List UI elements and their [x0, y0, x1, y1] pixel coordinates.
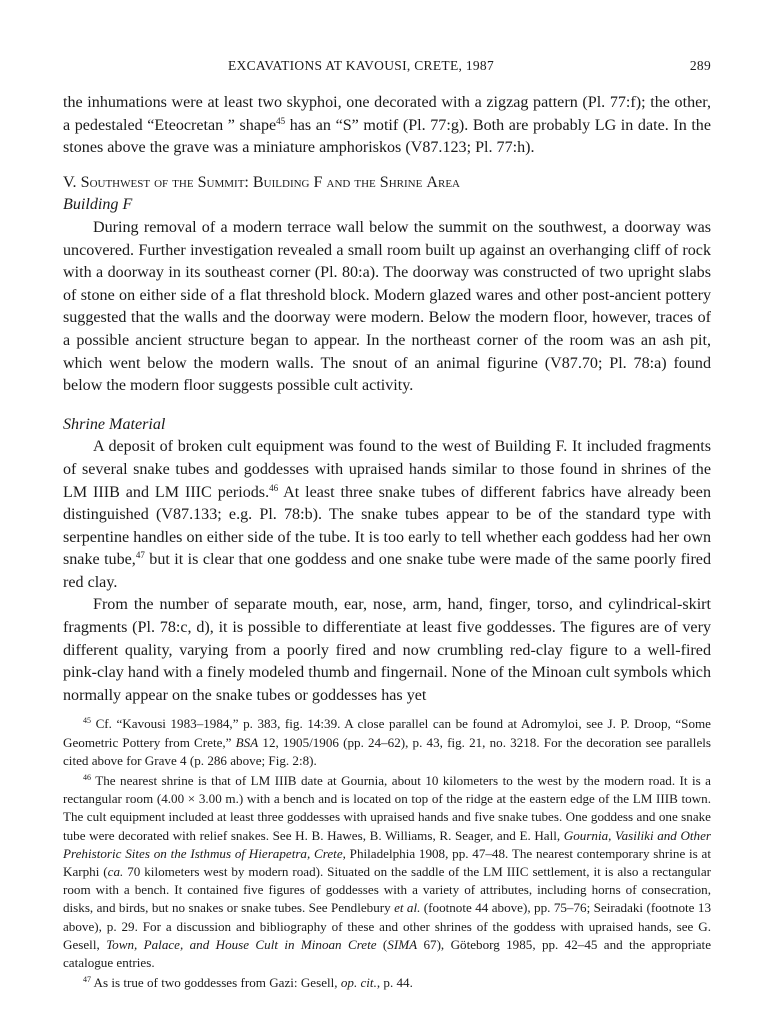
page-number: 289 [689, 58, 711, 73]
paragraph-goddesses: From the number of separate mouth, ear, nose, arm, hand, finger, torso, and cylindrical-skirt fragments (Pl. 78:c, d), it is possible to differentiate at least five goddesses. The figures are of very different quality, varying from a poorly fired and now crumbling red-clay figure to a well-fired pink-clay hand with a finely modeled thumb and fingernail. None of the Minoan cult symbols which normally appear on the snake tubes or goddesses has yet [63, 596, 711, 704]
paragraph-shrine-material: A deposit of broken cult equipment was found to the west of Building F. It included fragments of several snake tubes and goddesses with upraised hands similar to those found in shrines of the LM IIIB and LM IIIC periods.$^{46}$ At least three snake tubes of different fabrics have already been distinguished (V87.133; e.g. Pl. 78:b). The snake tubes appear to be of the standard type with serpentine handles on either side of the tube. It is too early to tell whether each goddess had her own snake tube,$^{47}$ but it is clear that one goddess and one snake tube were made of the same poorly fired red clay. [63, 438, 711, 591]
main-text [63, 92, 711, 707]
paragraph-inhumations: the inhumations were at least two skyphoi, one decorated with a zigzag pattern (Pl. 77:f); the other, a pedestaled “Eteocretan ” shape$^{45}$ has an “S” motif (Pl. 77:g). Both are probably LG in date. In the stones above the grave was a miniature amphoriskos (V87.123; Pl. 77:h). [63, 94, 711, 157]
paragraph-building-f: During removal of a modern terrace wall below the summit on the southwest, a doorway was uncovered. Further investigation revealed a small room built up against an overhanging cliff of rock with a doorway in its southeast corner (Pl. 80:a). The doorway was constructed of two upright slabs of stone on either side of a flat threshold block. Modern glazed wares and other post-ancient pottery suggested that the walls and the doorway were modern. Below the modern floor, however, traces of a possible ancient structure began to appear. In the northeast corner of the room was an ash pit, which went below the modern walls. The snout of an animal figurine (V87.70; Pl. 78:a) found below the modern floor suggests possible cult activity. [63, 218, 711, 395]
section-heading: V. Southwest of the Summit: Building F and the Shrine Area [63, 173, 460, 191]
footnote-ref-47[interactable]: 47 [135, 550, 145, 561]
footnotes [63, 715, 711, 992]
running-title: EXCAVATIONS AT KAVOUSI, CRETE, 1987 [228, 58, 495, 73]
running-head [63, 58, 711, 80]
footnote-47: $^{47}$ As is true of two goddesses from Gazi: Gesell, op. cit., p. 44. [83, 975, 413, 991]
footnote-45: $^{45}$ Cf. “Kavousi 1983–1984,” p. 383, fig. 14:39. A close parallel can be found at Adromyloi, see J. P. Droop, “Some Geometric Pottery from Crete,” BSA 12, 1905/1906 (pp. 24–62), p. 43, fig. 21, no. 3218. For the decoration see parallels cited above for Grave 4 (p. 286 above; Fig. 2:8). [63, 716, 711, 768]
journal-page [63, 58, 711, 992]
subheading-shrine-material: Shrine Material [63, 415, 166, 433]
subheading-building-f: Building F [63, 196, 133, 214]
footnote-ref-46[interactable]: 46 [269, 482, 279, 493]
footnote-ref-45[interactable]: 45 [276, 115, 286, 126]
footnote-46: $^{46}$ The nearest shrine is that of LM IIIB date at Gournia, about 10 kilometers to the west by the modern road. It is a rectangular room (4.00 × 3.00 m.) with a bench and is located on top of the ridge at the eastern edge of the LM IIIB town. The cult equipment included at least three goddesses with upraised hands and five snake tubes. One goddess and one snake tube were decorated with relief snakes. See H. B. Hawes, B. Williams, R. Seager, and E. Hall, Gournia, Vasiliki and Other Prehistoric Sites on the Isthmus of Hierapetra, Crete, Philadelphia 1908, pp. 47–48. The nearest contemporary shrine is at Karphi (ca. 70 kilometers west by modern road). Situated on the saddle of the LM IIIC settlement, it is also a rectangular room with a bench. It contained five figures of goddesses with a variety of attributes, including horns of consecration, disks, and birds, but no snakes or snake tubes. See Pendlebury et al. (footnote 44 above), pp. 75–76; Seiradaki (footnote 13 above), p. 29. For a discussion and bibliography of these and other shrines of the goddess with upraised hands, see G. Gesell, Town, Palace, and House Cult in Minoan Crete (SIMA 67), Göteborg 1985, pp. 42–45 and the appropriate catalogue entries. [63, 773, 712, 971]
